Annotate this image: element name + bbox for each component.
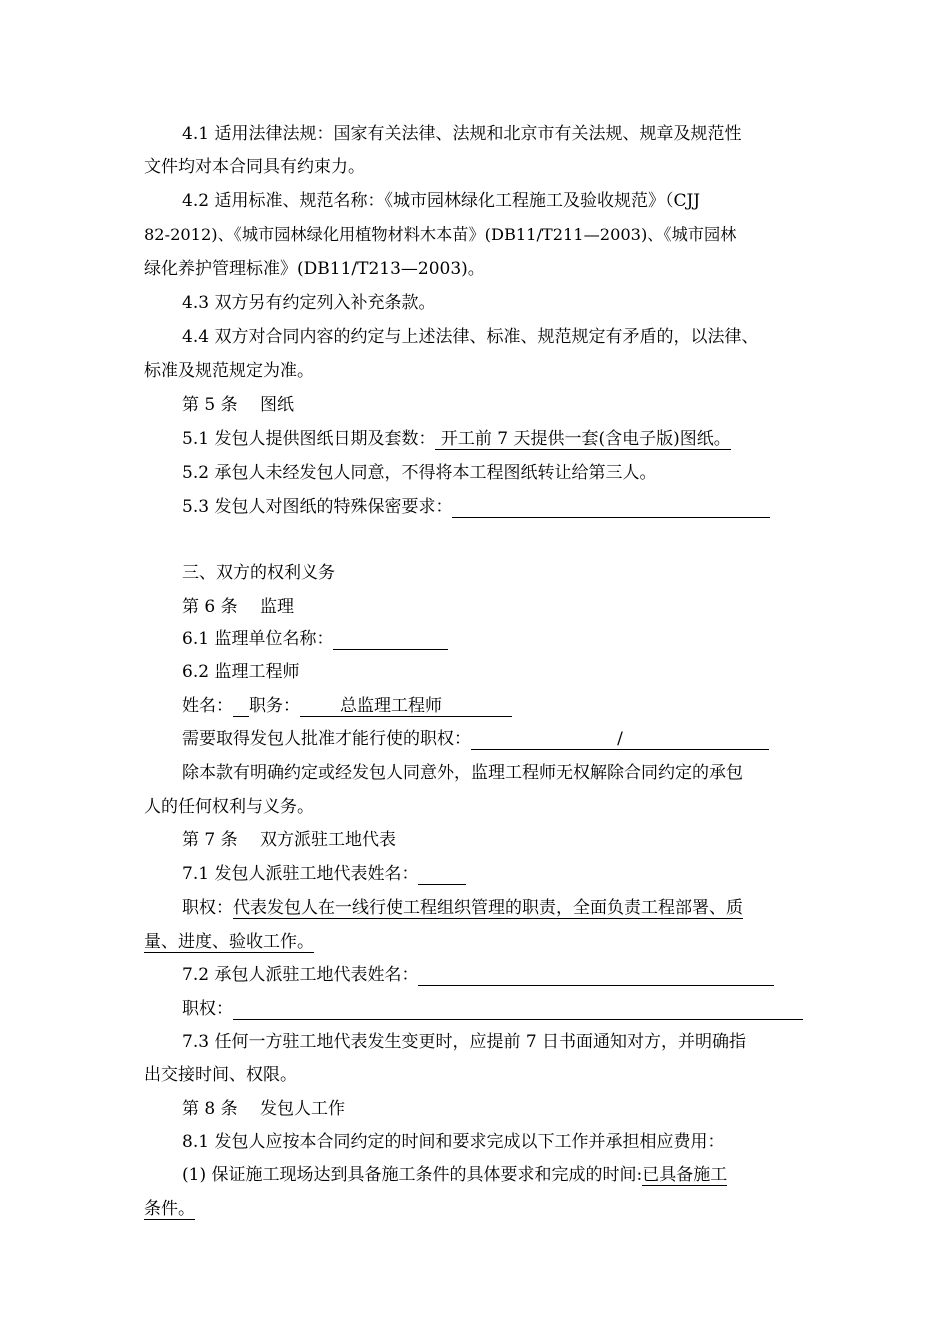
drawing-supply-value: 开工前 7 天提供一套(含电子版)图纸。 — [435, 429, 731, 449]
employer-rep-name-blank — [418, 864, 466, 885]
notice-line2: 人的任何权利与义务。 — [144, 797, 314, 817]
employer-rep-authority-line2-wrap — [144, 931, 806, 953]
contractor-rep-authority-blank — [233, 999, 803, 1020]
employer-rep-authority-line2: 量、进度、验收工作。 — [144, 932, 314, 952]
employer-rep-authority-line1: 代表发包人在一线行使工程组织管理的职责，全面负责工程部署、质 — [233, 898, 743, 918]
confidentiality-blank — [452, 497, 770, 518]
approval-line — [182, 728, 806, 750]
item-1-value-line2: 条件。 — [144, 1199, 195, 1219]
engineer-line — [182, 695, 806, 717]
clause-7-3-line1: 7.3 任何一方驻工地代表发生变更时，应提前 7 日书面通知对方，并明确指 — [182, 1032, 747, 1052]
approval-value: / — [471, 729, 769, 750]
clause-6-2: 6.2 监理工程师 — [182, 662, 300, 682]
item-1-label: (1) 保证施工现场达到具备施工条件的具体要求和完成的时间: — [182, 1165, 643, 1185]
clause-4-1-line2: 文件均对本合同具有约束力。 — [144, 157, 365, 177]
clause-5-1 — [182, 428, 806, 450]
clause-7-3-line2: 出交接时间、权限。 — [144, 1065, 297, 1085]
clause-7-2 — [182, 964, 806, 986]
engineer-name-label: 姓名： — [182, 696, 233, 716]
supervisor-unit-blank — [333, 629, 448, 650]
engineer-name-blank — [233, 696, 249, 717]
employer-rep-authority-label: 职权： — [182, 898, 233, 918]
item-1-line2 — [144, 1198, 806, 1220]
clause-5-2: 5.2 承包人未经发包人同意，不得将本工程图纸转让给第三人。 — [182, 463, 657, 483]
clause-8-1: 8.1 发包人应按本合同约定的时间和要求完成以下工作并承担相应费用： — [182, 1132, 725, 1152]
item-1 — [182, 1164, 806, 1186]
clause-7-2-label: 7.2 承包人派驻工地代表姓名： — [182, 965, 419, 985]
contractor-rep-authority — [182, 998, 806, 1020]
notice-line1: 除本款有明确约定或经发包人同意外，监理工程师无权解除合同约定的承包 — [182, 763, 743, 783]
clause-4-1-line1: 4.1 适用法律法规：国家有关法律、法规和北京市有关法规、规章及规范性 — [182, 124, 742, 144]
contractor-rep-name-blank — [418, 965, 774, 986]
clause-4-3: 4.3 双方另有约定列入补充条款。 — [182, 293, 436, 313]
clause-7-1 — [182, 863, 806, 885]
item-1-value-line1: 已具备施工 — [642, 1165, 728, 1185]
engineer-position-value: 总监理工程师 — [300, 696, 512, 717]
clause-6-1 — [182, 628, 806, 650]
engineer-position-label: 职务： — [249, 696, 300, 716]
article-8-title: 第 8 条 发包人工作 — [182, 1099, 346, 1119]
clause-7-1-label: 7.1 发包人派驻工地代表姓名： — [182, 864, 419, 884]
article-7-title: 第 7 条 双方派驻工地代表 — [182, 830, 397, 850]
clause-4-2-line3: 绿化养护管理标准》(DB11/T213—2003)。 — [144, 259, 485, 279]
clause-5-1-label: 5.1 发包人提供图纸日期及套数： — [182, 429, 436, 449]
article-5-title: 第 5 条 图纸 — [182, 395, 295, 415]
article-6-title: 第 6 条 监理 — [182, 597, 295, 617]
clause-5-3 — [182, 496, 806, 518]
section-3-heading: 三、双方的权利义务 — [182, 563, 335, 583]
clause-5-3-label: 5.3 发包人对图纸的特殊保密要求： — [182, 497, 453, 517]
clause-4-2-line2: 82-2012)、《城市园林绿化用植物材料木本苗》(DB11/T211—2003)、《城市园林 — [144, 225, 737, 244]
approval-label: 需要取得发包人批准才能行使的职权： — [182, 729, 471, 749]
clause-6-1-label: 6.1 监理单位名称： — [182, 629, 334, 649]
clause-4-4-line2: 标准及规范规定为准。 — [144, 361, 314, 381]
employer-rep-authority — [182, 897, 806, 919]
clause-4-4-line1: 4.4 双方对合同内容的约定与上述法律、标准、规范规定有矛盾的，以法律、 — [182, 327, 759, 347]
clause-4-2-line1: 4.2 适用标准、规范名称：《城市园林绿化工程施工及验收规范》（CJJ — [182, 191, 701, 211]
contractor-rep-authority-label: 职权： — [182, 999, 233, 1019]
